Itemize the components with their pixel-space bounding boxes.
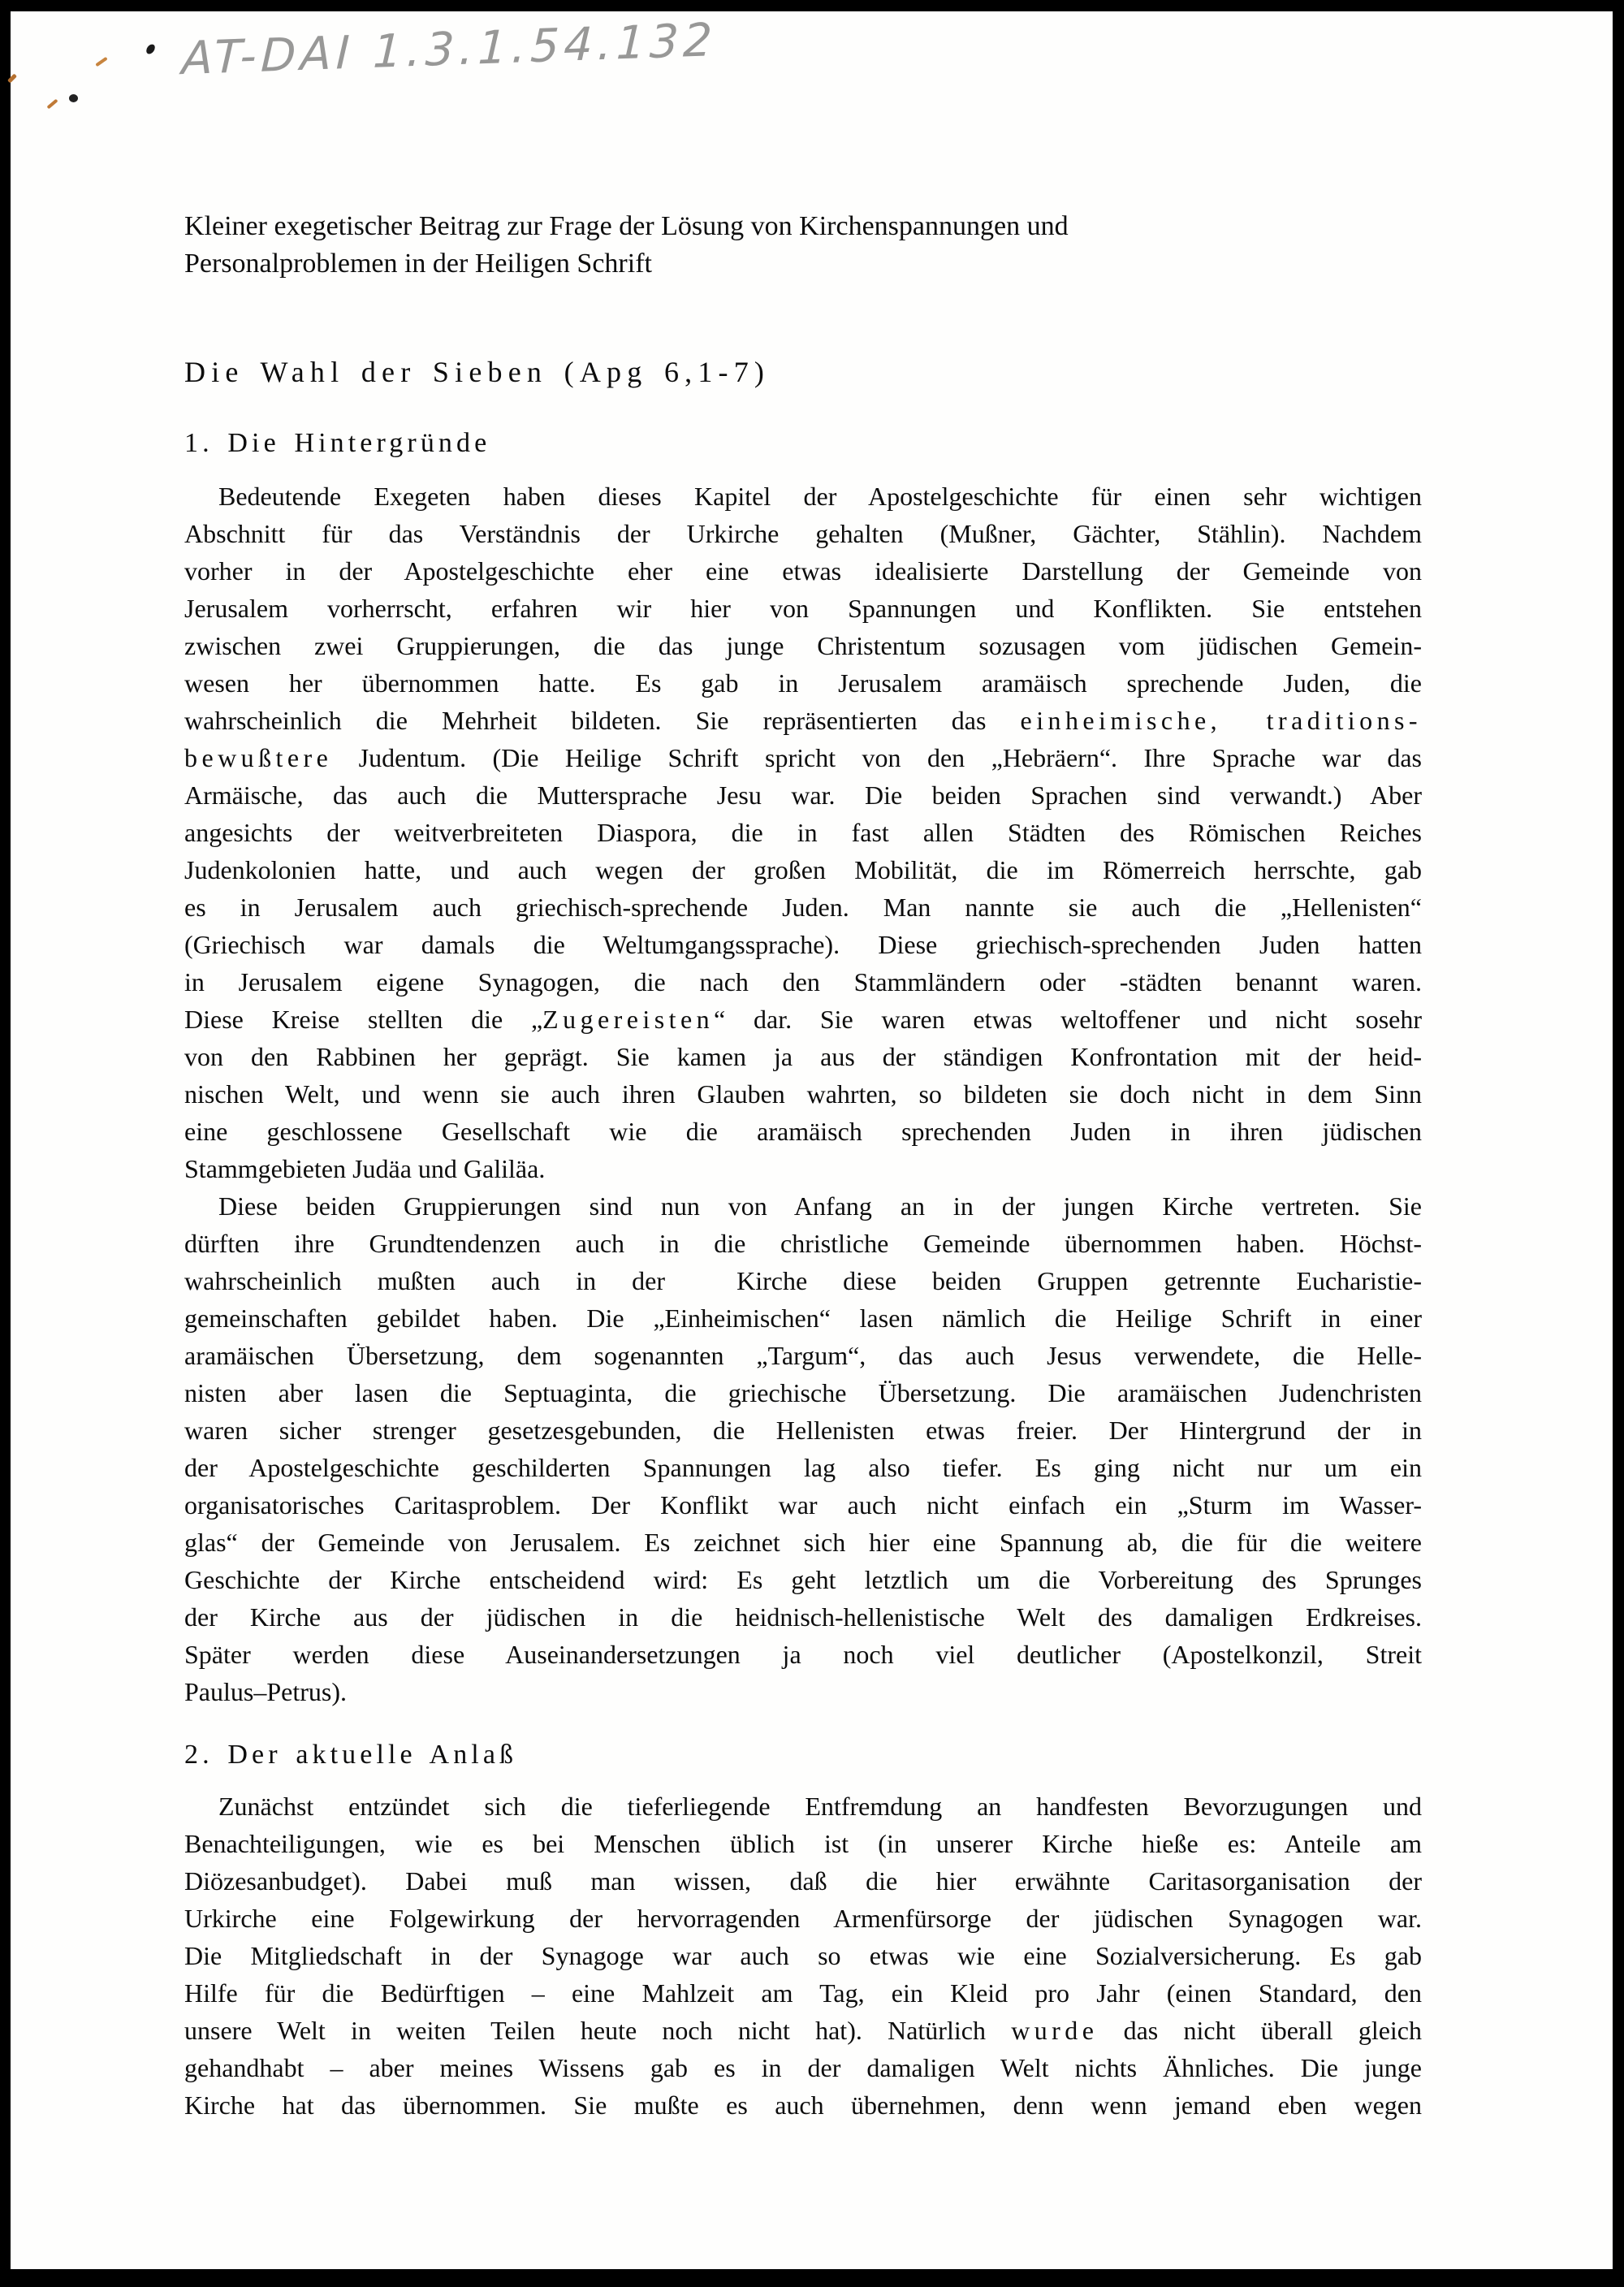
text-segment: waren sicher strenger gesetzesgebunden, die Hellenisten etwas freier. Der Hintergrund der in <box>184 1416 1422 1445</box>
text-line <box>184 627 1422 664</box>
dust-speck <box>69 94 78 102</box>
letterspaced-text: einheimische, traditions- <box>1020 706 1423 735</box>
text-segment: eine geschlossene Gesellschaft wie die aramäisch sprechenden Juden in ihren jüdischen <box>184 1117 1422 1146</box>
text-segment: Abschnitt für das Verständnis der Urkirche gehalten (Mußner, Gächter, Stählin). Nachdem <box>184 519 1422 548</box>
text-line <box>184 1187 1422 1225</box>
text-segment: Stammgebieten Judäa und Galiläa. <box>184 1154 546 1183</box>
text-line <box>184 1001 1422 1038</box>
letterspaced-text: bewußtere <box>184 743 333 772</box>
text-segment: gehandhabt – aber meines Wissens gab es in der damaligen Welt nichts Ähnliches. Die junge <box>184 2053 1422 2082</box>
scanned-page <box>11 11 1613 2269</box>
text-line <box>184 478 1422 515</box>
text-segment: angesichts der weitverbreiteten Diaspora, die in fast allen Städten des Römischen Reiches <box>184 818 1422 847</box>
text-segment: Armäische, das auch die Muttersprache Jesu war. Die beiden Sprachen sind verwandt.) Aber <box>184 780 1422 810</box>
text-line <box>184 1524 1422 1561</box>
text-segment: Benachteiligungen, wie es bei Menschen üblich ist (in unserer Kirche hieße es: Anteile am <box>184 1829 1422 1858</box>
text-line <box>184 1636 1422 1673</box>
text-line <box>184 1862 1422 1900</box>
document-subtitle: Die Wahl der Sieben (Apg 6,1-7) <box>184 356 771 388</box>
text-segment: der Kirche aus der jüdischen in die heidnisch-hellenistische Welt des damaligen Erdkreises. <box>184 1602 1422 1632</box>
section-heading: 2. Der aktuelle Anlaß <box>184 1740 518 1770</box>
text-segment: Später werden diese Auseinandersetzungen ja noch viel deutlicher (Apostelkonzil, Streit <box>184 1640 1422 1669</box>
text-line <box>184 664 1422 702</box>
text-segment: Judenkolonien hatte, und auch wegen der großen Mobilität, die im Römerreich herrschte, gab <box>184 855 1422 884</box>
text-segment: in Jerusalem eigene Synagogen, die nach den Stammländern oder -städten benannt waren. <box>184 967 1422 997</box>
dust-speck <box>95 57 107 67</box>
text-line <box>184 1825 1422 1862</box>
text-segment: Bedeutende Exegeten haben dieses Kapitel der Apostelgeschichte für einen sehr wichtigen <box>218 482 1422 511</box>
text-segment: dürften ihre Grundtendenzen auch in die christliche Gemeinde übernommen haben. Höchst- <box>184 1229 1422 1258</box>
text-line <box>184 2012 1422 2049</box>
text-line <box>184 1374 1422 1412</box>
document-body <box>184 11 1422 2124</box>
text-segment: Zunächst entzündet sich die tieferliegende Entfremdung an handfesten Bevorzugungen und <box>218 1792 1422 1821</box>
text-line <box>184 1225 1422 1262</box>
text-line <box>184 1900 1422 1937</box>
text-segment: Diese beiden Gruppierungen sind nun von Anfang an in der jungen Kirche vertreten. Sie <box>218 1191 1422 1221</box>
text-line <box>184 702 1422 739</box>
text-line <box>184 1412 1422 1449</box>
text-segment: Urkirche eine Folgewirkung der hervorragenden Armenfürsorge der jüdischen Synagogen war. <box>184 1904 1422 1933</box>
text-line <box>184 851 1422 888</box>
dust-speck <box>7 73 17 83</box>
text-line <box>184 776 1422 814</box>
text-segment: wesen her übernommen hatte. Es gab in Jerusalem aramäisch sprechende Juden, die <box>184 668 1422 698</box>
text-segment: Jerusalem vorherrscht, erfahren wir hier von Spannungen und Konflikten. Sie entstehen <box>184 594 1422 623</box>
letterspaced-text: Zugereisten <box>542 1005 715 1034</box>
text-segment: gemeinschaften gebildet haben. Die „Einheimischen“ lasen nämlich die Heilige Schrift in einer <box>184 1303 1422 1333</box>
text-line <box>184 515 1422 552</box>
text-segment: glas“ der Gemeinde von Jerusalem. Es zeichnet sich hier eine Spannung ab, die für die weitere <box>184 1528 1422 1557</box>
text-segment: Diözesanbudget). Dabei muß man wissen, daß die hier erwähnte Caritasorganisation der <box>184 1866 1422 1896</box>
text-segment: wahrscheinlich mußten auch in der Kirche diese beiden Gruppen getrennte Eucharistie- <box>184 1266 1422 1295</box>
letterspaced-text: wurde <box>1011 2016 1099 2045</box>
text-segment: “ dar. Sie waren etwas weltoffener und nicht sosehr <box>714 1005 1423 1034</box>
text-line <box>184 1337 1422 1374</box>
handwritten-archive-code: AT-DAI 1.3.1.54.132 <box>180 13 718 86</box>
text-line <box>184 2086 1422 2124</box>
text-segment: Die Mitgliedschaft in der Synagoge war auch so etwas wie eine Sozialversicherung. Es gab <box>184 1941 1422 1970</box>
text-line <box>184 814 1422 851</box>
paragraph <box>184 478 1422 1187</box>
text-segment: (Griechisch war damals die Weltumgangssprache). Diese griechisch-sprechenden Juden hatten <box>184 930 1422 959</box>
text-line <box>184 1974 1422 2012</box>
text-segment: das nicht überall gleich <box>1098 2016 1423 2045</box>
text-segment: Hilfe für die Bedürftigen – eine Mahlzeit am Tag, ein Kleid pro Jahr (einen Standard, den <box>184 1978 1422 2008</box>
text-line <box>184 1075 1422 1113</box>
text-line <box>184 1486 1422 1524</box>
text-line <box>184 1561 1422 1598</box>
section-heading: 1. Die Hintergründe <box>184 428 491 458</box>
text-segment: zwischen zwei Gruppierungen, die das junge Christentum sozusagen vom jüdischen Gemein- <box>184 631 1422 660</box>
text-segment: Geschichte der Kirche entscheidend wird: Es geht letztlich um die Vorbereitung des Sprunges <box>184 1565 1422 1594</box>
text-line <box>184 1788 1422 1825</box>
text-segment: wahrscheinlich die Mehrheit bildeten. Sie repräsentierten das <box>184 706 1021 735</box>
text-line <box>184 1262 1422 1299</box>
text-segment: der Apostelgeschichte geschilderten Spannungen lag also tiefer. Es ging nicht nur um ein <box>184 1453 1422 1482</box>
text-segment: nischen Welt, und wenn sie auch ihren Glauben wahrten, so bildeten sie doch nicht in dem Sinn <box>184 1079 1422 1109</box>
text-segment: Paulus–Petrus). <box>184 1677 347 1706</box>
text-line <box>184 552 1422 590</box>
text-segment: Kirche hat das übernommen. Sie mußte es auch übernehmen, denn wenn jemand eben wegen <box>184 2090 1422 2120</box>
text-line <box>184 926 1422 963</box>
text-segment: es in Jerusalem auch griechisch-sprechende Juden. Man nannte sie auch die „Hellenisten“ <box>184 893 1422 922</box>
text-line <box>184 2049 1422 2086</box>
text-segment: Judentum. (Die Heilige Schrift spricht von den „Hebräern“. Ihre Sprache war das <box>332 743 1422 772</box>
text-segment: Diese Kreise stellten die „ <box>184 1005 543 1034</box>
text-line <box>184 1673 1422 1710</box>
text-segment: aramäischen Übersetzung, dem sogenannten „Targum“, das auch Jesus verwendete, die Helle- <box>184 1341 1422 1370</box>
dust-speck <box>46 99 58 110</box>
text-line <box>184 963 1422 1001</box>
title-line: Kleiner exegetischer Beitrag zur Frage der Lösung von Kirchenspannungen und <box>184 211 1069 241</box>
text-line <box>184 1113 1422 1150</box>
text-line <box>184 739 1422 776</box>
text-line <box>184 1299 1422 1337</box>
text-line <box>184 1449 1422 1486</box>
paragraph <box>184 1187 1422 1710</box>
text-line <box>184 590 1422 627</box>
text-line <box>184 888 1422 926</box>
text-segment: vorher in der Apostelgeschichte eher eine etwas idealisierte Darstellung der Gemeinde von <box>184 556 1422 586</box>
text-segment: unsere Welt in weiten Teilen heute noch nicht hat). Natürlich <box>184 2016 1012 2045</box>
dust-speck <box>145 43 157 56</box>
text-line <box>184 1150 1422 1187</box>
title-line: Personalproblemen in der Heiligen Schrift <box>184 249 652 279</box>
text-line <box>184 1598 1422 1636</box>
text-segment: von den Rabbinen her geprägt. Sie kamen ja aus der ständigen Konfrontation mit der heid- <box>184 1042 1422 1071</box>
text-segment: organisatorisches Caritasproblem. Der Konflikt war auch nicht einfach ein „Sturm im Wasser- <box>184 1490 1422 1520</box>
document-title <box>184 208 1422 283</box>
paragraph <box>184 1788 1422 2124</box>
text-segment: nisten aber lasen die Septuaginta, die griechische Übersetzung. Die aramäischen Judenchristen <box>184 1378 1422 1407</box>
text-line <box>184 1038 1422 1075</box>
text-line <box>184 1937 1422 1974</box>
